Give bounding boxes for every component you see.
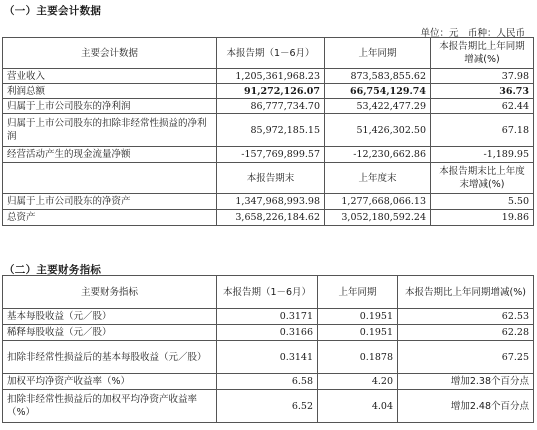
value-current: 85,972,185.15 [217, 114, 325, 147]
value-change: 62.44 [431, 99, 534, 114]
row-label: 加权平均净资产收益率（%） [3, 374, 217, 390]
header-cell: 主要会计数据 [3, 38, 217, 69]
section1-title: （一）主要会计数据 [4, 5, 102, 17]
header-cell [3, 163, 217, 194]
value-prior: 53,422,477.29 [325, 99, 431, 114]
table-row [3, 210, 534, 226]
value-current: 1,205,361,968.23 [217, 69, 325, 84]
table-row [3, 69, 534, 84]
value-prior: -12,230,662.86 [325, 147, 431, 163]
row-label: 扣除非经常性损益后的基本每股收益（元／股） [3, 341, 217, 374]
value-prior: 66,754,129.74 [325, 84, 431, 99]
table-row [3, 341, 534, 374]
financial-indicators-table [2, 275, 534, 423]
value-change: -1,189.95 [431, 147, 534, 163]
table-row [3, 374, 534, 390]
value-current: 91,272,126.07 [217, 84, 325, 99]
table-row [3, 99, 534, 114]
header-cell: 本报告期比上年同期增减(%) [398, 276, 534, 309]
value-current: 0.3171 [217, 309, 318, 325]
row-label: 基本每股收益（元／股） [3, 309, 217, 325]
value-current: 0.3166 [217, 325, 318, 341]
value-current: 0.3141 [217, 341, 318, 374]
value-change: 5.50 [431, 194, 534, 210]
value-change: 62.28 [398, 325, 534, 341]
row-label: 归属于上市公司股东的净资产 [3, 194, 217, 210]
header-cell: 本报告期比上年同期增减(%) [431, 38, 534, 69]
row-label: 稀释每股收益（元／股） [3, 325, 217, 341]
row-label: 归属于上市公司股东的扣除非经常性损益的净利润 [3, 114, 217, 147]
value-change: 67.18 [431, 114, 534, 147]
value-current: -157,769,899.57 [217, 147, 325, 163]
row-label: 营业收入 [3, 69, 217, 84]
value-prior: 0.1878 [318, 341, 398, 374]
table-row [3, 194, 534, 210]
header-cell: 本报告期（1－6月） [217, 38, 325, 69]
value-change: 62.53 [398, 309, 534, 325]
table-row [3, 84, 534, 99]
header-cell: 本报告期（1－6月） [217, 276, 318, 309]
value-change: 增加2.38个百分点 [398, 374, 534, 390]
value-current: 1,347,968,993.98 [217, 194, 325, 210]
value-current: 6.52 [217, 390, 318, 423]
header-cell: 上年同期 [325, 38, 431, 69]
row-label: 归属于上市公司股东的净利润 [3, 99, 217, 114]
table-header-row [3, 276, 534, 309]
header-cell: 上年同期 [318, 276, 398, 309]
accounting-data-table [2, 37, 534, 226]
value-change: 37.98 [431, 69, 534, 84]
value-change: 36.73 [431, 84, 534, 99]
row-label: 经营活动产生的现金流量净额 [3, 147, 217, 163]
value-prior: 0.1951 [318, 309, 398, 325]
value-prior: 0.1951 [318, 325, 398, 341]
header-cell: 本报告期末比上年度末增减(%) [431, 163, 534, 194]
header-cell: 主要财务指标 [3, 276, 217, 309]
row-label: 扣除非经常性损益后的加权平均净资产收益率（%） [3, 390, 217, 423]
header-cell: 本报告期末 [217, 163, 325, 194]
value-change: 19.86 [431, 210, 534, 226]
table-header-row [3, 38, 534, 69]
table-row [3, 390, 534, 423]
table-row [3, 309, 534, 325]
value-prior: 51,426,302.50 [325, 114, 431, 147]
row-label: 总资产 [3, 210, 217, 226]
row-label: 利润总额 [3, 84, 217, 99]
section2-title: （二）主要财务指标 [4, 264, 102, 276]
header-cell: 上年度末 [325, 163, 431, 194]
unit-note: 单位：元 币种：人民币 [420, 28, 525, 39]
value-current: 86,777,734.70 [217, 99, 325, 114]
value-prior: 4.20 [318, 374, 398, 390]
table-header-row [3, 163, 534, 194]
value-prior: 1,277,668,066.13 [325, 194, 431, 210]
value-current: 3,658,226,184.62 [217, 210, 325, 226]
value-prior: 3,052,180,592.24 [325, 210, 431, 226]
table-row [3, 147, 534, 163]
value-change: 增加2.48个百分点 [398, 390, 534, 423]
table-row [3, 114, 534, 147]
table-row [3, 325, 534, 341]
value-current: 6.58 [217, 374, 318, 390]
value-prior: 873,583,855.62 [325, 69, 431, 84]
value-prior: 4.04 [318, 390, 398, 423]
value-change: 67.25 [398, 341, 534, 374]
